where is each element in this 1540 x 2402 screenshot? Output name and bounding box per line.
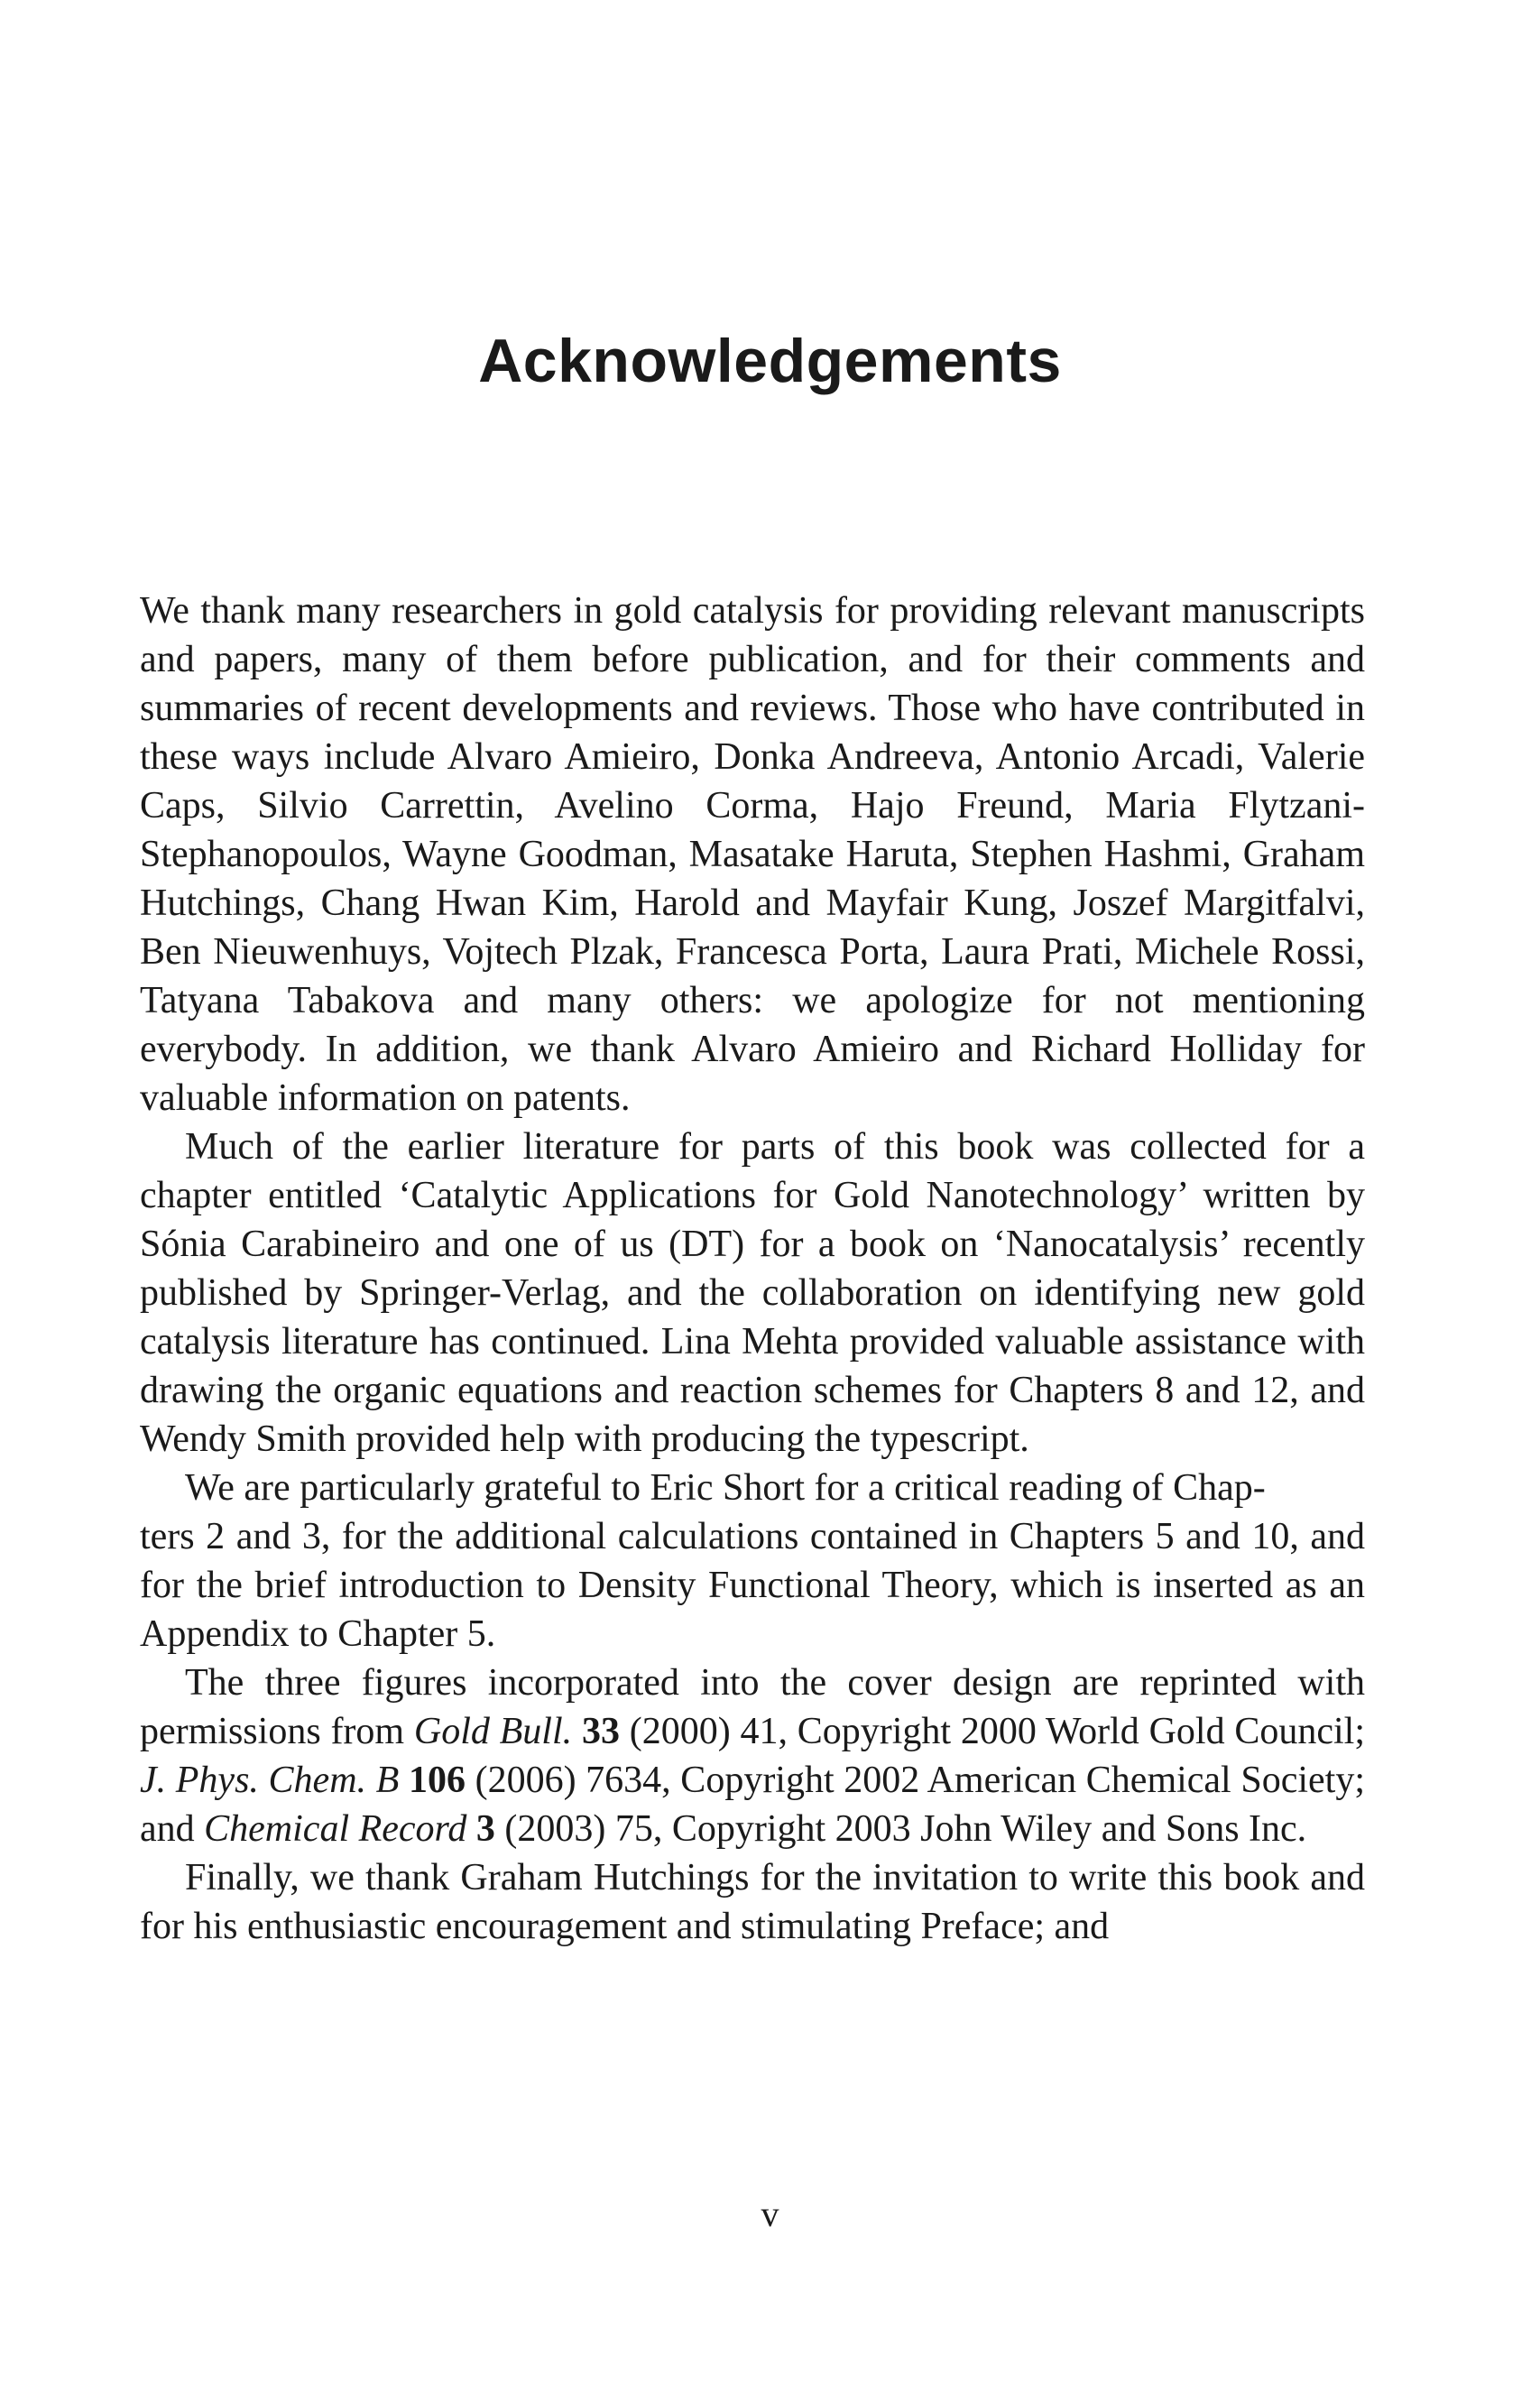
journal-phys-chem: J. Phys. Chem. B bbox=[140, 1760, 400, 1801]
cover-text-4: (2003) 75, Copyright 2003 John Wiley and Sons Inc. bbox=[494, 1808, 1307, 1850]
acknowledgements-body bbox=[140, 587, 1365, 1951]
volume-3: 3 bbox=[475, 1808, 495, 1850]
paragraph-finally: Finally, we thank Graham Hutchings for the invitation to write this book and for his enthusiastic encouragement and stimulating Preface; and bbox=[140, 1857, 1365, 1947]
journal-chemical-record: Chemical Record bbox=[204, 1808, 467, 1850]
journal-gold-bull: Gold Bull. bbox=[413, 1711, 573, 1752]
cover-text-1: The three figures incorporated into the cover design are reprinted with permissions from bbox=[140, 1662, 1365, 1752]
paragraph-eric-short-part2: ters 2 and 3, for the additional calculations contained in Chapters 5 and 10, and for the brief introduction to Density Functional Theory, which is inserted as an Appendix to Chapter 5. bbox=[140, 1516, 1365, 1655]
page-number: v bbox=[761, 2194, 779, 2234]
paragraph-eric-short: We are particularly grateful to Eric Short for a critical reading of Chap- ters 2 and 3, for the additional calculations contained in Chapters 5 and 10, and for the brief introduction to Density Functional Theory, which is inserted as an Appendix to Chapter 5. bbox=[140, 1467, 1365, 1655]
paragraph-cover-figures bbox=[140, 1658, 1365, 1853]
paragraph-eric-short-part1: We are particularly grateful to Eric Short for a critical reading of Chap bbox=[185, 1467, 1253, 1509]
paragraph-researchers: We thank many researchers in gold catalysis for providing relevant manuscripts and papers, many of them before publication, and for their comments and summaries of recent developments and reviews. Those who have contributed in these ways include Alvaro Amieiro, Donka Andreeva, Antonio Arcadi, Valerie Caps, Silvio Carrettin, Avelino Corma, Hajo Freund, Maria Flytzani-Stephanopoulos, Wayne Goodman, Masatake Haruta, Stephen Hashmi, Graham Hutchings, Chang Hwan Kim, Harold and Mayfair Kung, Joszef Margitfalvi, Ben Nieuwenhuys, Vojtech Plzak, Francesca Porta, Laura Prati, Michele Rossi, Tatyana Tabakova and many others: we apologize for not mentioning everybody. In addition, we thank Alvaro Amieiro and Richard Holliday for valuable information on patents. bbox=[140, 590, 1365, 1119]
volume-106: 106 bbox=[408, 1760, 466, 1801]
cover-text-2: (2000) 41, Copyright 2000 World Gold Council; bbox=[619, 1711, 1366, 1752]
volume-33: 33 bbox=[581, 1711, 620, 1752]
cover-text-3: (2006) 7634, Copyright 2002 American Chemical Society; and bbox=[140, 1760, 1366, 1850]
page-title: Acknowledgements bbox=[478, 327, 1062, 395]
paragraph-earlier-literature: Much of the earlier literature for parts of this book was collected for a chapter entitled ‘Catalytic Applications for Gold Nanotechnology’ written by Sónia Carabineiro and one of us (DT) for a book on ‘Nanocatalysis’ recently published by Springer-Verlag, and the collaboration on identifying new gold catalysis literature has continued. Lina Mehta provided valuable assistance with drawing the organic equations and reaction schemes for Chapters 8 and 12, and Wendy Smith provided help with producing the typescript. bbox=[140, 1126, 1365, 1460]
